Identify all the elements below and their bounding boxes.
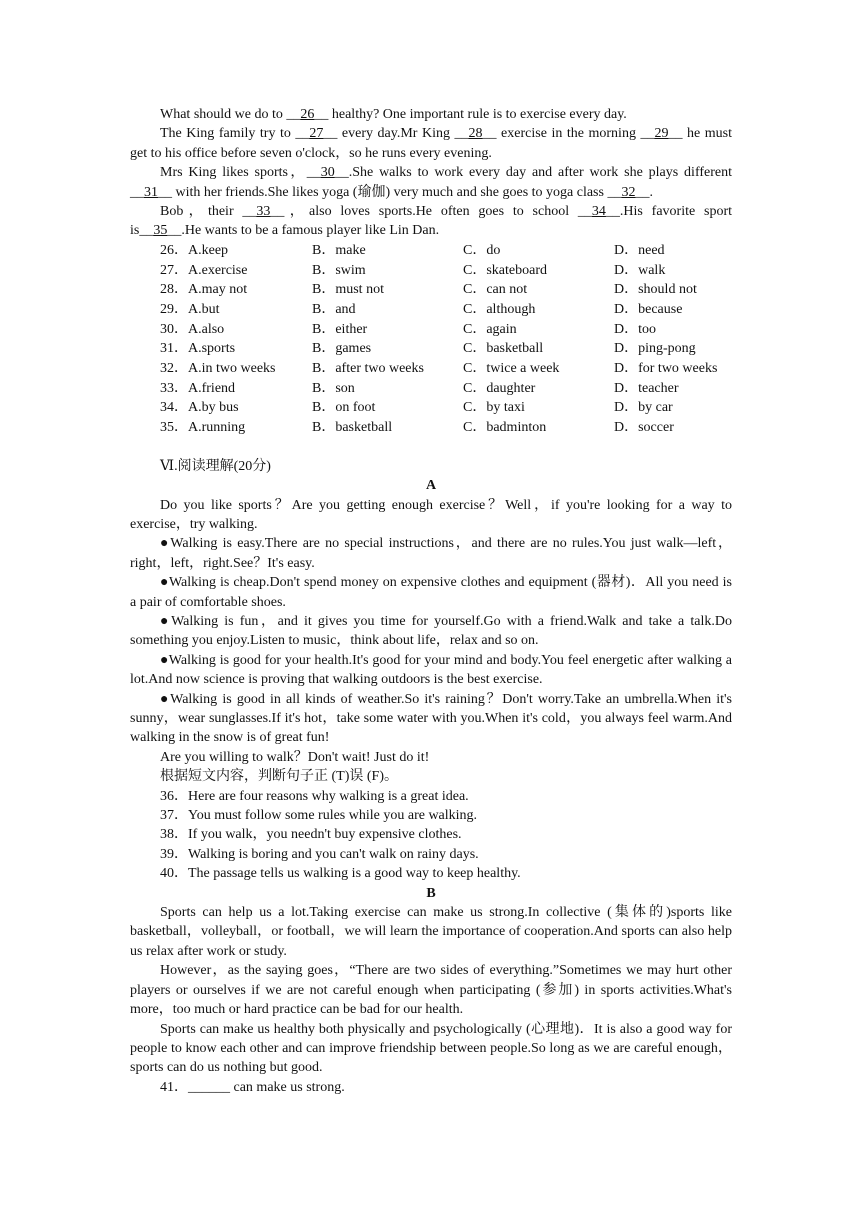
option-row — [160, 320, 762, 340]
option-d: D．by car — [614, 400, 673, 416]
option-d: D．walk — [614, 262, 666, 278]
option-a: A.also — [188, 321, 225, 337]
option-b: B．son — [312, 380, 355, 396]
question-number: 29． — [160, 301, 188, 317]
option-d: D．need — [614, 242, 665, 258]
blank-28: 28 — [468, 126, 483, 142]
passage-a-title: A — [425, 478, 437, 494]
option-c: C．skateboard — [463, 262, 547, 278]
question-number: 32． — [160, 360, 188, 376]
option-b: B．make — [312, 242, 366, 258]
question-number: 31． — [160, 341, 188, 357]
option-a: A.may not — [188, 282, 248, 298]
text: __ he must get to his office before seven o'clock，so he runs every evening. — [130, 126, 732, 161]
cloze-paragraph-2 — [130, 124, 732, 163]
option-d: D．for two weeks — [614, 360, 718, 376]
option-a: A.by bus — [188, 400, 239, 416]
document-content — [130, 105, 732, 1097]
cloze-paragraph-4 — [130, 202, 732, 241]
question-number: 33． — [160, 380, 188, 396]
option-b: B．after two weeks — [312, 360, 424, 376]
option-d: D．too — [614, 321, 656, 337]
question-item: 39．Walking is boring and you can't walk on rainy days. — [160, 846, 479, 862]
question-number: 27． — [160, 262, 188, 278]
text: __.She walks to work every day and after work she plays different __ — [130, 165, 732, 200]
question-number: 30． — [160, 321, 188, 337]
option-c: C．badminton — [463, 420, 547, 436]
blank-27: 27 — [309, 126, 324, 142]
option-c: C．do — [463, 242, 501, 258]
passage-a-paragraph: ●Walking is good for your health.It's good for your mind and body.You feel energetic after walking a lot.And now science is proving that walking outdoors is the best exercise. — [130, 652, 732, 688]
question-item: 36．Here are four reasons why walking is a great idea. — [160, 788, 469, 804]
blank-35: 35 — [153, 223, 168, 239]
text: __.He wants to be a famous player like Lin Dan. — [167, 223, 440, 239]
text: __ healthy? One important rule is to exercise every day. — [314, 107, 627, 122]
option-b: B．must not — [312, 282, 384, 298]
blank-32: 32 — [621, 184, 636, 200]
option-c: C．although — [463, 301, 536, 317]
text: Mrs King likes sports，__ — [160, 165, 321, 181]
question-number: 34． — [160, 400, 188, 416]
blank-29: 29 — [654, 126, 669, 142]
text: __ every day.Mr King __ — [323, 126, 469, 142]
blank-26: 26 — [300, 107, 315, 122]
option-b: B．on foot — [312, 400, 376, 416]
option-row — [160, 418, 762, 438]
blank-33: 33 — [256, 204, 271, 220]
cloze-paragraph-1 — [130, 105, 732, 124]
passage-b-paragraph: However，as the saying goes，“There are two sides of everything.”Sometimes we may hurt other players or ourselves if we are not careful enough when participating (参加) in sports activities.What's more，too much or hard practice can be bad for our health. — [130, 963, 732, 1018]
option-b: B．either — [312, 321, 368, 337]
option-a: A.sports — [188, 341, 236, 357]
question-item: 38．If you walk，you needn't buy expensive clothes. — [160, 827, 462, 843]
option-c: C．twice a week — [463, 360, 560, 376]
text: What should we do to __ — [160, 107, 301, 122]
passage-a-paragraph: Do you like sports？Are you getting enough exercise？Well，if you're looking for a way to exercise，try walking. — [130, 497, 732, 532]
option-row — [160, 300, 762, 320]
option-row — [160, 359, 762, 379]
passage-a-instruction: 根据短文内容，判断句子正 (T)误 (F)。 — [160, 769, 398, 785]
passage-a-paragraph: ●Walking is fun，and it gives you time for yourself.Go with a friend.Walk and take a talk.Do something you enjoy.Listen to music，think about life，relax and so on. — [130, 613, 732, 649]
option-d: D．because — [614, 301, 683, 317]
option-c: C．daughter — [463, 380, 536, 396]
option-d: D．soccer — [614, 420, 674, 436]
option-a: A.in two weeks — [188, 360, 276, 376]
text: __ exercise in the morning __ — [482, 126, 655, 142]
option-a: A.but — [188, 301, 220, 317]
option-c: C．basketball — [463, 341, 544, 357]
option-a: A.keep — [188, 242, 229, 258]
option-c: C．again — [463, 321, 517, 337]
option-a: A.running — [188, 420, 246, 436]
option-row — [160, 339, 762, 359]
question-item: 40．The passage tells us walking is a good way to keep healthy. — [160, 866, 521, 882]
option-b: B．games — [312, 341, 372, 357]
question-number: 26． — [160, 242, 188, 258]
question-number: 35． — [160, 420, 188, 436]
text: The King family try to __ — [160, 126, 310, 142]
text: Bob，their __ — [160, 204, 257, 220]
option-row — [160, 241, 762, 261]
option-row — [160, 280, 762, 300]
option-c: C．by taxi — [463, 400, 525, 416]
text: __ with her friends.She likes yoga (瑜伽) very much and she goes to yoga class __ — [158, 184, 622, 200]
passage-a-paragraph: ●Walking is good in all kinds of weather.So it's raining？Don't worry.Take an umbrella.When it's sunny，wear sunglasses.If it's hot，take some water with you.When it's cold，you always feel warm.And walking in the snow is of great fun! — [130, 691, 732, 746]
option-b: B．and — [312, 301, 356, 317]
cloze-paragraph-3 — [130, 163, 732, 202]
blank-31: 31 — [144, 184, 158, 200]
text: __，also loves sports.He often goes to school __ — [270, 204, 592, 220]
option-c: C．can not — [463, 282, 528, 298]
option-d: D．ping-pong — [614, 341, 696, 357]
text: __. — [635, 184, 653, 200]
option-b: B．swim — [312, 262, 366, 278]
passage-a-paragraph: Are you willing to walk？Don't wait! Just do it! — [160, 749, 430, 765]
section-title: Ⅵ.阅读理解(20分) — [160, 458, 271, 474]
text: __.His favorite sport is__ — [130, 204, 733, 239]
passage-a-paragraph: ●Walking is cheap.Don't spend money on expensive clothes and equipment (器材)．All you need is a pair of comfortable shoes. — [130, 575, 732, 610]
passage-a-paragraph: ●Walking is easy.There are no special instructions，and there are no rules.You just walk—left，right，left，right.See？It's easy. — [130, 536, 732, 571]
question-item: 37．You must follow some rules while you are walking. — [160, 808, 478, 824]
question-number: 28． — [160, 282, 188, 298]
option-d: D．teacher — [614, 380, 679, 396]
option-a: A.friend — [188, 380, 236, 396]
passage-b-paragraph: Sports can make us healthy both physically and psychologically (心理地)．It is also a good way for people to know each other and can improve friendship between people.So long as we are careful enough，sports can do us nothing but good. — [130, 1021, 732, 1076]
passage-b-title: B — [426, 885, 436, 901]
option-row — [160, 379, 762, 399]
option-a: A.exercise — [188, 262, 248, 278]
blank-34: 34 — [591, 204, 606, 220]
options-table — [160, 241, 762, 438]
blank-30: 30 — [320, 165, 335, 181]
option-d: D．should not — [614, 282, 697, 298]
question-item: 41．______ can make us strong. — [160, 1079, 345, 1095]
passage-b-paragraph: Sports can help us a lot.Taking exercise can make us strong.In collective (集体的)sports like basketball，volleyball，or football，we will learn the importance of cooperation.And sports can also help us relax after work or study. — [130, 905, 732, 959]
option-row — [160, 398, 762, 418]
option-b: B．basketball — [312, 420, 393, 436]
option-row — [160, 261, 762, 281]
